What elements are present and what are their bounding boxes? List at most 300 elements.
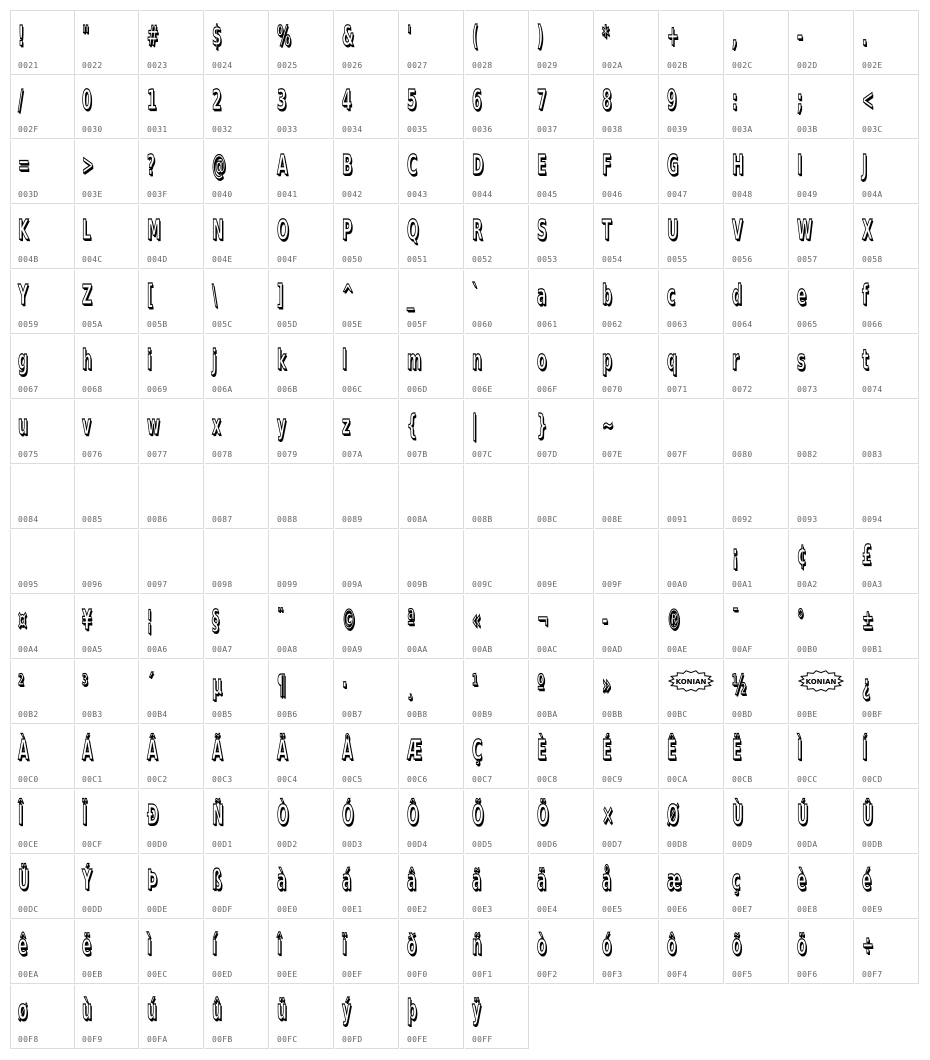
glyph-cell[interactable] [335, 920, 399, 984]
glyph-cell[interactable] [335, 660, 399, 724]
glyph-cell[interactable] [270, 920, 334, 984]
glyph-cell[interactable] [75, 465, 139, 529]
glyph-cell[interactable] [790, 140, 854, 204]
glyph-cell[interactable] [595, 205, 659, 269]
glyph-code-label: 008B [472, 515, 493, 524]
glyph-cell[interactable] [140, 400, 204, 464]
glyph-cell[interactable] [725, 270, 789, 334]
glyph-code-label: 0034 [342, 125, 363, 134]
glyph-cell[interactable] [725, 10, 789, 75]
glyph-cell[interactable] [400, 530, 464, 594]
glyph-preview: ¯ [732, 603, 739, 636]
glyph-cell[interactable] [270, 205, 334, 269]
glyph-cell[interactable] [725, 725, 789, 789]
glyph-cell[interactable] [205, 985, 269, 1049]
glyph-code-label: 00A1 [732, 580, 753, 589]
glyph-cell[interactable] [335, 595, 399, 659]
glyph-cell[interactable] [75, 920, 139, 984]
glyph-preview: º [537, 668, 545, 701]
glyph-cell[interactable] [790, 205, 854, 269]
glyph-cell[interactable] [660, 790, 724, 854]
glyph-cell[interactable] [530, 335, 594, 399]
glyph-cell[interactable] [10, 75, 75, 139]
glyph-cell[interactable] [10, 595, 75, 659]
glyph-cell[interactable] [530, 75, 594, 139]
glyph-cell[interactable] [205, 205, 269, 269]
glyph-cell[interactable] [465, 790, 529, 854]
glyph-cell[interactable] [790, 920, 854, 984]
glyph-code-label: 006B [277, 385, 298, 394]
glyph-cell[interactable] [660, 335, 724, 399]
glyph-cell[interactable] [465, 10, 529, 75]
glyph-cell[interactable] [140, 790, 204, 854]
glyph-cell[interactable] [725, 855, 789, 919]
glyph-cell[interactable] [400, 725, 464, 789]
glyph-cell[interactable] [725, 660, 789, 724]
glyph-cell[interactable] [205, 595, 269, 659]
glyph-preview [82, 469, 110, 511]
glyph-cell[interactable] [725, 530, 789, 594]
character-map-grid [10, 10, 920, 1050]
glyph-code-label: 0042 [342, 190, 363, 199]
glyph-preview: l [342, 343, 347, 376]
glyph-cell[interactable] [270, 270, 334, 334]
glyph-cell[interactable] [75, 530, 139, 594]
glyph-cell[interactable] [530, 920, 594, 984]
glyph-cell[interactable] [530, 140, 594, 204]
glyph-cell[interactable] [400, 660, 464, 724]
glyph-code-label: 0099 [277, 580, 298, 589]
glyph-preview: j [212, 343, 217, 376]
glyph-cell[interactable] [75, 985, 139, 1049]
glyph-cell[interactable] [140, 465, 204, 529]
glyph-code-label: 00AA [407, 645, 428, 654]
glyph-cell[interactable] [270, 10, 334, 75]
glyph-cell[interactable] [725, 920, 789, 984]
glyph-cell[interactable] [400, 140, 464, 204]
glyph-preview: » [602, 668, 611, 701]
glyph-code-label: 00BB [602, 710, 623, 719]
glyph-preview: , [732, 19, 738, 52]
glyph-cell[interactable] [10, 660, 75, 724]
glyph-cell[interactable] [530, 270, 594, 334]
glyph-cell[interactable] [725, 595, 789, 659]
glyph-preview: ¤ [18, 603, 27, 636]
glyph-cell[interactable] [400, 465, 464, 529]
glyph-cell[interactable] [855, 660, 919, 724]
glyph-cell[interactable] [465, 855, 529, 919]
glyph-preview: ú [147, 993, 157, 1026]
glyph-cell[interactable] [140, 10, 204, 75]
glyph-cell[interactable] [465, 660, 529, 724]
glyph-cell[interactable] [530, 400, 594, 464]
glyph-preview: á [342, 863, 352, 896]
glyph-cell[interactable] [595, 400, 659, 464]
glyph-cell[interactable] [855, 920, 919, 984]
glyph-cell[interactable] [660, 725, 724, 789]
glyph-cell[interactable] [140, 75, 204, 139]
glyph-cell[interactable] [335, 75, 399, 139]
glyph-preview: ü [277, 993, 287, 1026]
glyph-code-label: 007F [667, 450, 688, 459]
glyph-cell[interactable] [400, 855, 464, 919]
glyph-cell[interactable] [660, 205, 724, 269]
glyph-cell[interactable] [790, 725, 854, 789]
glyph-preview: é [862, 863, 872, 896]
glyph-cell[interactable] [465, 920, 529, 984]
glyph-cell[interactable] [855, 790, 919, 854]
glyph-cell[interactable] [205, 855, 269, 919]
glyph-preview [277, 534, 305, 576]
glyph-cell[interactable] [530, 725, 594, 789]
glyph-preview: ½ [732, 668, 747, 701]
glyph-code-label: 00B7 [342, 710, 363, 719]
glyph-preview: I [797, 148, 803, 181]
glyph-code-label: 00BF [862, 710, 883, 719]
glyph-preview: n [472, 343, 482, 376]
glyph-cell[interactable] [75, 270, 139, 334]
glyph-cell[interactable] [400, 595, 464, 659]
glyph-cell[interactable] [10, 530, 75, 594]
glyph-cell[interactable] [335, 725, 399, 789]
glyph-cell[interactable] [205, 660, 269, 724]
glyph-cell[interactable] [855, 855, 919, 919]
glyph-cell[interactable] [205, 400, 269, 464]
glyph-cell[interactable] [790, 660, 854, 724]
glyph-cell[interactable] [335, 855, 399, 919]
glyph-preview: Ø [667, 798, 679, 831]
glyph-cell[interactable] [10, 790, 75, 854]
glyph-cell[interactable] [595, 75, 659, 139]
glyph-cell[interactable] [75, 140, 139, 204]
glyph-cell[interactable] [595, 140, 659, 204]
glyph-cell[interactable] [335, 270, 399, 334]
glyph-preview: Í [862, 733, 868, 766]
glyph-cell[interactable] [10, 855, 75, 919]
glyph-cell[interactable] [270, 985, 334, 1049]
glyph-cell[interactable] [855, 270, 919, 334]
glyph-code-label: 0067 [18, 385, 39, 394]
glyph-code-label: 0079 [277, 450, 298, 459]
glyph-preview: À [18, 733, 29, 766]
glyph-code-label: 00E3 [472, 905, 493, 914]
glyph-cell[interactable] [335, 140, 399, 204]
glyph-cell[interactable] [270, 660, 334, 724]
glyph-cell[interactable] [725, 400, 789, 464]
glyph-cell[interactable] [400, 400, 464, 464]
glyph-cell[interactable] [10, 920, 75, 984]
glyph-cell[interactable] [205, 725, 269, 789]
glyph-cell[interactable] [595, 725, 659, 789]
glyph-cell[interactable] [140, 660, 204, 724]
glyph-cell[interactable] [790, 855, 854, 919]
glyph-cell[interactable] [10, 465, 75, 529]
glyph-cell[interactable] [75, 400, 139, 464]
glyph-cell[interactable] [75, 660, 139, 724]
glyph-cell[interactable] [465, 985, 529, 1049]
glyph-cell[interactable] [725, 465, 789, 529]
glyph-cell[interactable] [205, 530, 269, 594]
glyph-cell[interactable] [75, 790, 139, 854]
glyph-cell[interactable] [140, 140, 204, 204]
glyph-cell[interactable] [595, 920, 659, 984]
glyph-cell[interactable] [725, 205, 789, 269]
glyph-cell[interactable] [725, 335, 789, 399]
glyph-cell[interactable] [595, 335, 659, 399]
glyph-cell[interactable] [595, 595, 659, 659]
glyph-code-label: 00DA [797, 840, 818, 849]
glyph-cell[interactable] [790, 335, 854, 399]
glyph-cell[interactable] [790, 75, 854, 139]
glyph-cell[interactable] [335, 790, 399, 854]
glyph-code-label: 00CB [732, 775, 753, 784]
glyph-code-label: 00A0 [667, 580, 688, 589]
glyph-cell[interactable] [855, 75, 919, 139]
glyph-cell[interactable] [205, 10, 269, 75]
glyph-cell[interactable] [790, 465, 854, 529]
glyph-preview: µ [212, 668, 223, 701]
glyph-cell[interactable] [855, 725, 919, 789]
glyph-cell[interactable] [725, 790, 789, 854]
glyph-cell[interactable] [465, 140, 529, 204]
glyph-preview [82, 534, 110, 576]
glyph-code-label: 005A [82, 320, 103, 329]
glyph-cell[interactable] [855, 205, 919, 269]
glyph-cell[interactable] [270, 465, 334, 529]
glyph-cell[interactable] [140, 725, 204, 789]
glyph-code-label: 00A3 [862, 580, 883, 589]
glyph-cell[interactable] [140, 205, 204, 269]
glyph-code-label: 00DF [212, 905, 233, 914]
glyph-cell[interactable] [335, 10, 399, 75]
glyph-cell[interactable] [400, 75, 464, 139]
glyph-cell[interactable] [855, 140, 919, 204]
glyph-cell[interactable] [335, 465, 399, 529]
glyph-cell[interactable] [855, 530, 919, 594]
glyph-cell[interactable] [10, 400, 75, 464]
glyph-cell[interactable] [660, 595, 724, 659]
glyph-cell[interactable] [400, 270, 464, 334]
glyph-cell[interactable] [205, 140, 269, 204]
glyph-cell[interactable] [465, 205, 529, 269]
glyph-cell[interactable] [465, 465, 529, 529]
glyph-cell[interactable] [270, 140, 334, 204]
glyph-cell[interactable] [660, 920, 724, 984]
glyph-cell[interactable] [855, 595, 919, 659]
glyph-cell[interactable] [595, 855, 659, 919]
glyph-cell[interactable] [140, 335, 204, 399]
glyph-preview: U [667, 213, 679, 246]
glyph-cell[interactable] [595, 660, 659, 724]
glyph-cell[interactable] [75, 725, 139, 789]
glyph-cell[interactable] [660, 530, 724, 594]
glyph-cell[interactable] [855, 10, 919, 75]
glyph-code-label: 004D [147, 255, 168, 264]
glyph-cell[interactable] [400, 790, 464, 854]
glyph-preview [212, 469, 240, 511]
glyph-preview: Ï [82, 798, 88, 831]
glyph-cell[interactable] [10, 140, 75, 204]
glyph-cell[interactable] [400, 985, 464, 1049]
glyph-cell[interactable] [465, 725, 529, 789]
glyph-preview: Ü [18, 863, 30, 896]
glyph-cell[interactable] [270, 400, 334, 464]
glyph-cell[interactable] [270, 855, 334, 919]
glyph-cell[interactable] [270, 790, 334, 854]
glyph-cell[interactable] [270, 725, 334, 789]
glyph-cell[interactable] [335, 985, 399, 1049]
glyph-code-label: 00EC [147, 970, 168, 979]
glyph-cell[interactable] [790, 530, 854, 594]
glyph-cell[interactable] [660, 400, 724, 464]
glyph-cell[interactable] [465, 400, 529, 464]
glyph-cell[interactable] [335, 205, 399, 269]
glyph-cell[interactable] [530, 595, 594, 659]
glyph-preview: Ý [82, 863, 93, 896]
glyph-cell[interactable] [10, 725, 75, 789]
glyph-code-label: 00E2 [407, 905, 428, 914]
glyph-preview: ý [342, 993, 352, 1026]
glyph-cell[interactable] [205, 75, 269, 139]
glyph-cell[interactable] [660, 75, 724, 139]
glyph-cell[interactable] [790, 270, 854, 334]
glyph-cell[interactable] [400, 335, 464, 399]
glyph-cell[interactable] [335, 530, 399, 594]
glyph-cell[interactable] [465, 595, 529, 659]
glyph-cell[interactable] [660, 10, 724, 75]
glyph-cell[interactable] [400, 205, 464, 269]
glyph-cell[interactable] [790, 790, 854, 854]
glyph-code-label: 0054 [602, 255, 623, 264]
glyph-code-label: 00F3 [602, 970, 623, 979]
glyph-code-label: 00F5 [732, 970, 753, 979]
glyph-preview [797, 404, 825, 446]
glyph-code-label: 00F2 [537, 970, 558, 979]
glyph-cell[interactable] [75, 335, 139, 399]
glyph-cell[interactable] [75, 205, 139, 269]
glyph-cell[interactable] [205, 465, 269, 529]
glyph-code-label: 0038 [602, 125, 623, 134]
glyph-cell[interactable] [140, 530, 204, 594]
glyph-cell[interactable] [790, 595, 854, 659]
glyph-cell[interactable] [530, 205, 594, 269]
glyph-cell[interactable] [205, 790, 269, 854]
glyph-code-label: 0065 [797, 320, 818, 329]
glyph-cell[interactable] [140, 270, 204, 334]
glyph-cell[interactable] [10, 270, 75, 334]
glyph-cell[interactable] [595, 790, 659, 854]
glyph-preview: C [407, 148, 418, 181]
glyph-cell[interactable] [790, 400, 854, 464]
glyph-code-label: 007C [472, 450, 493, 459]
glyph-preview: | [472, 408, 478, 441]
glyph-cell[interactable] [660, 140, 724, 204]
glyph-code-label: 00FD [342, 1035, 363, 1044]
glyph-cell[interactable] [595, 270, 659, 334]
glyph-cell[interactable] [530, 530, 594, 594]
glyph-cell[interactable] [205, 335, 269, 399]
glyph-cell[interactable] [270, 530, 334, 594]
glyph-cell[interactable] [465, 530, 529, 594]
glyph-preview: Ó [342, 798, 354, 831]
glyph-cell[interactable] [465, 75, 529, 139]
glyph-cell[interactable] [335, 335, 399, 399]
glyph-cell[interactable] [140, 985, 204, 1049]
glyph-cell[interactable] [465, 335, 529, 399]
glyph-code-label: 008E [602, 515, 623, 524]
glyph-cell[interactable] [530, 10, 594, 75]
glyph-cell[interactable] [400, 10, 464, 75]
glyph-cell[interactable] [660, 465, 724, 529]
glyph-cell[interactable] [660, 660, 724, 724]
glyph-cell[interactable] [205, 270, 269, 334]
glyph-code-label: 0037 [537, 125, 558, 134]
glyph-preview: æ [667, 863, 682, 896]
glyph-cell[interactable] [75, 75, 139, 139]
glyph-cell[interactable] [270, 335, 334, 399]
glyph-code-label: 00E4 [537, 905, 558, 914]
glyph-cell[interactable] [140, 855, 204, 919]
glyph-cell[interactable] [75, 855, 139, 919]
glyph-preview: Å [342, 733, 353, 766]
glyph-cell[interactable] [10, 10, 75, 75]
glyph-cell[interactable] [855, 400, 919, 464]
glyph-cell[interactable] [75, 595, 139, 659]
glyph-cell[interactable] [725, 75, 789, 139]
glyph-preview: þ [407, 993, 417, 1026]
glyph-cell[interactable] [400, 920, 464, 984]
glyph-cell[interactable] [790, 10, 854, 75]
glyph-cell[interactable] [10, 205, 75, 269]
glyph-code-label: 00D6 [537, 840, 558, 849]
glyph-cell[interactable] [10, 335, 75, 399]
glyph-preview: t [862, 343, 869, 376]
glyph-cell[interactable] [335, 400, 399, 464]
glyph-code-label: 003D [18, 190, 39, 199]
glyph-cell[interactable] [205, 920, 269, 984]
glyph-cell[interactable] [660, 855, 724, 919]
glyph-cell[interactable] [530, 660, 594, 724]
glyph-code-label: 0060 [472, 320, 493, 329]
glyph-cell[interactable] [595, 465, 659, 529]
glyph-cell[interactable] [270, 75, 334, 139]
glyph-cell[interactable] [140, 595, 204, 659]
glyph-cell[interactable] [855, 335, 919, 399]
glyph-cell[interactable] [75, 10, 139, 75]
glyph-code-label: 00A7 [212, 645, 233, 654]
glyph-cell[interactable] [530, 790, 594, 854]
glyph-cell[interactable] [725, 140, 789, 204]
glyph-code-label: 0035 [407, 125, 428, 134]
glyph-preview [602, 469, 630, 511]
glyph-code-label: 00F7 [862, 970, 883, 979]
glyph-cell[interactable] [595, 10, 659, 75]
glyph-cell[interactable] [530, 465, 594, 529]
glyph-cell[interactable] [855, 465, 919, 529]
glyph-cell[interactable] [530, 855, 594, 919]
glyph-code-label: 0094 [862, 515, 883, 524]
glyph-cell[interactable] [595, 530, 659, 594]
glyph-cell[interactable] [10, 985, 75, 1049]
glyph-code-label: 0087 [212, 515, 233, 524]
glyph-cell[interactable] [465, 270, 529, 334]
glyph-preview: 0 [82, 83, 92, 116]
glyph-cell[interactable] [270, 595, 334, 659]
glyph-cell[interactable] [140, 920, 204, 984]
glyph-cell[interactable] [660, 270, 724, 334]
glyph-code-label: 00BD [732, 710, 753, 719]
glyph-preview [277, 469, 305, 511]
